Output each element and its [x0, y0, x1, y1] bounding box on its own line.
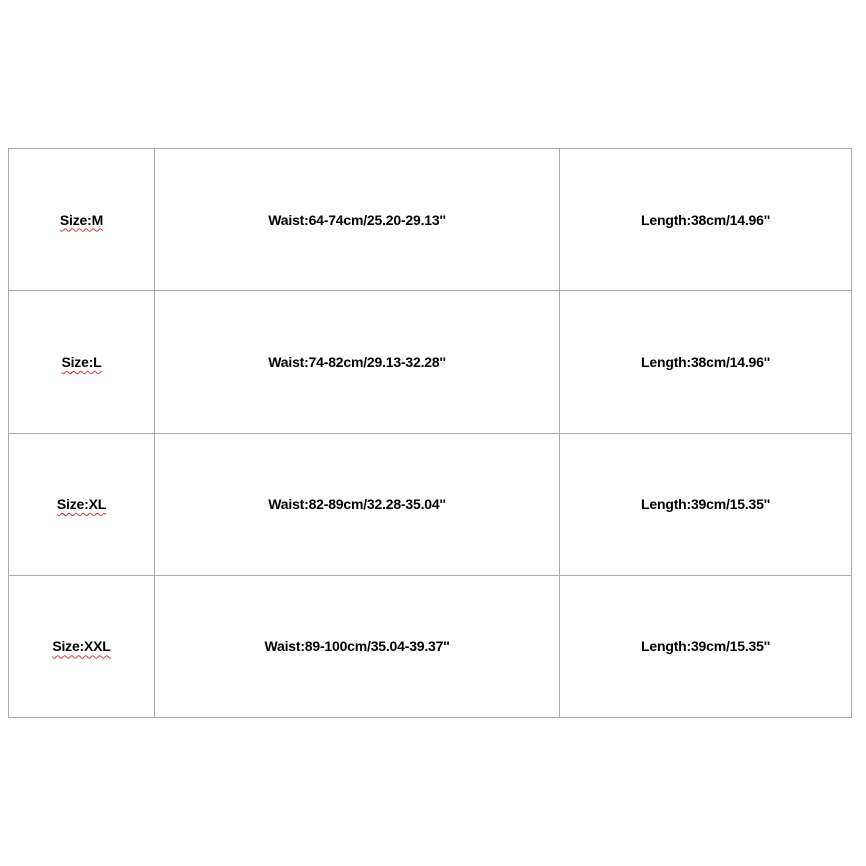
- length-cell: [560, 291, 852, 433]
- table-row: [9, 433, 852, 575]
- length-cell: [560, 433, 852, 575]
- waist-label: Waist:82-89cm/32.28-35.04'': [268, 496, 446, 513]
- length-cell: [560, 575, 852, 717]
- waist-cell: [155, 575, 560, 717]
- size-label: Size:XXL: [52, 638, 111, 655]
- length-label: Length:38cm/14.96'': [641, 211, 770, 228]
- waist-cell: [155, 433, 560, 575]
- waist-label: Waist:64-74cm/25.20-29.13'': [268, 211, 446, 228]
- size-cell: [9, 575, 155, 717]
- table-row: [9, 291, 852, 433]
- waist-cell: [155, 291, 560, 433]
- length-label: Length:39cm/15.35'': [641, 496, 770, 513]
- size-chart-table: [8, 148, 852, 718]
- waist-cell: [155, 149, 560, 291]
- size-cell: [9, 291, 155, 433]
- table-row: [9, 575, 852, 717]
- length-label: Length:39cm/15.35'': [641, 638, 770, 655]
- length-cell: [560, 149, 852, 291]
- table-row: [9, 149, 852, 291]
- size-label: Size:M: [59, 211, 104, 228]
- waist-label: Waist:89-100cm/35.04-39.37'': [264, 638, 450, 655]
- length-label: Length:38cm/14.96'': [641, 353, 770, 370]
- size-cell: [9, 149, 155, 291]
- size-cell: [9, 433, 155, 575]
- waist-label: Waist:74-82cm/29.13-32.28'': [268, 353, 446, 370]
- size-label: Size:XL: [56, 496, 107, 513]
- size-label: Size:L: [61, 353, 102, 370]
